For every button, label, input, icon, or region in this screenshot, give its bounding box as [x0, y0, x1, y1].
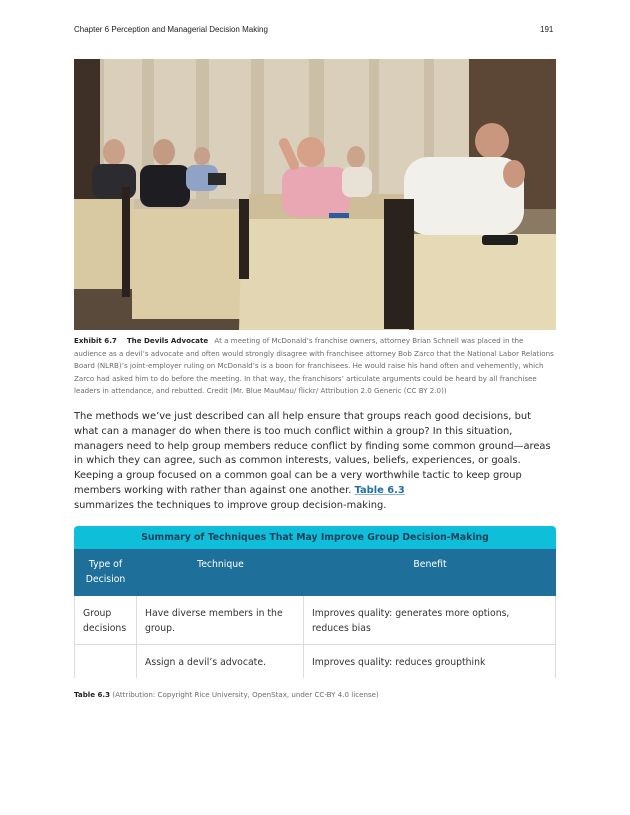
exhibit-label: Exhibit 6.7: [74, 336, 117, 345]
header-benefit: Benefit: [413, 559, 447, 570]
page-number: 191: [540, 25, 554, 34]
body-paragraph: [74, 410, 556, 514]
exhibit-caption-text: At a meeting of McDonald’s franchise owners, attorney Brian Schnell was placed in the audience as a devil’s advocate and often would strongly disagree with franchisee attorney Bob Zarco that the National Labor Relations Board (NLRB)’s joint-employer ruling on McDonald’s is a boon for franchisees. He would raise his hand often and vehemently, which Zarco had asked him to do before the meeting. In that way, the franchisors’ articulate arguments could be heard by all franchisee leaders in attendance, and rebutted. Credit (Mr. Blue MauMau/ flickr/ Attribution 2.0 Generic (CC BY 2.0)): [74, 336, 554, 396]
exhibit-title: The Devils Advocate: [126, 336, 209, 345]
table-note-label: Table 6.3: [74, 690, 111, 699]
table-title: Summary of Techniques That May Improve Group Decision-Making: [74, 526, 556, 549]
table-row: [74, 596, 556, 645]
exhibit-photo: [74, 59, 556, 330]
table-attribution: [74, 690, 379, 699]
body-paragraph-text: The methods we’ve just described can all help ensure that groups reach good decisions, but what can a manager do when there is too much conflict within a group? In this situation, managers need to help group members reduce conflict by finding some common ground—areas in which they can agree, such as common interests, values, beliefs, experiences, or goals. Keeping a group focused on a common goal can be a very worthwhile tactic to keep group members working with rather than against one another.: [74, 411, 551, 496]
techniques-table: [74, 526, 556, 678]
table-cell: [74, 645, 137, 678]
running-header-chapter: Chapter 6 Perception and Managerial Decision Making: [74, 25, 268, 34]
header-type-of-decision: Type of Decision: [85, 559, 126, 585]
exhibit-caption: [74, 335, 556, 398]
table-cell: Improves quality: generates more options, reduces bias: [304, 596, 556, 644]
table-cell: Assign a devil’s advocate.: [137, 645, 304, 678]
table-6-3-link[interactable]: Table 6.3: [354, 484, 405, 496]
table-cell: Improves quality: reduces groupthink: [304, 645, 556, 678]
body-paragraph-end: summarizes the techniques to improve group decision-making.: [74, 499, 387, 511]
header-technique: Technique: [197, 559, 244, 570]
table-note-text: (Attribution: Copyright Rice University, OpenStax, under CC-BY 4.0 license): [112, 690, 379, 699]
table-cell: Have diverse members in the group.: [137, 596, 304, 644]
table-header-row: [74, 549, 556, 596]
table-row: [74, 645, 556, 678]
table-cell: Group decisions: [74, 596, 137, 644]
